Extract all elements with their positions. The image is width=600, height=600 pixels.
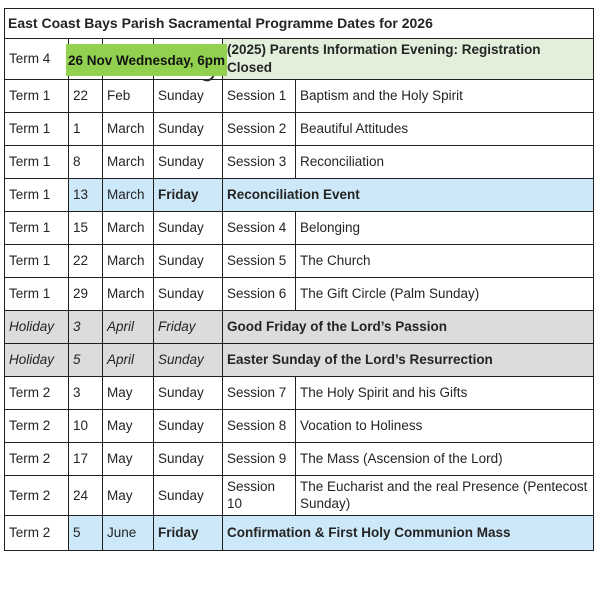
day-cell: 5: [69, 343, 103, 376]
table-row: [5, 145, 594, 178]
table-row: [5, 516, 594, 551]
day-cell: 8: [69, 145, 103, 178]
session-cell: Session 5: [223, 244, 296, 277]
weekday-cell: Sunday: [154, 244, 223, 277]
event-cell: Confirmation & First Holy Communion Mass: [223, 516, 594, 551]
table-row: [5, 244, 594, 277]
weekday-cell: Friday: [154, 178, 223, 211]
table-row: [5, 376, 594, 409]
day-cell: 24: [69, 475, 103, 516]
day-cell: 29: [69, 277, 103, 310]
day-cell: 17: [69, 442, 103, 475]
month-cell: May: [103, 376, 154, 409]
day-cell: 10: [69, 409, 103, 442]
term-cell: Term 1: [5, 244, 69, 277]
description-cell: Reconciliation: [296, 145, 594, 178]
description-cell: Vocation to Holiness: [296, 409, 594, 442]
session-cell: Session 10: [223, 475, 296, 516]
weekday-cell: Friday: [154, 310, 223, 343]
weekday-cell: Sunday: [154, 145, 223, 178]
session-cell: Session 7: [223, 376, 296, 409]
table-title: East Coast Bays Parish Sacramental Programme Dates for 2026: [5, 9, 594, 39]
description-cell: Belonging: [296, 211, 594, 244]
weekday-cell: Sunday: [154, 112, 223, 145]
session-cell: Session 2: [223, 112, 296, 145]
term-cell: Term 1: [5, 145, 69, 178]
weekday-cell: Sunday: [154, 211, 223, 244]
session-cell: Session 8: [223, 409, 296, 442]
table-row: [5, 310, 594, 343]
table-row: [5, 475, 594, 516]
month-cell: March: [103, 277, 154, 310]
month-cell: May: [103, 442, 154, 475]
term-cell: Term 1: [5, 112, 69, 145]
term-cell: Term 2: [5, 376, 69, 409]
description-cell: The Eucharist and the real Presence (Pentecost Sunday): [296, 475, 594, 516]
table-title-row: [5, 9, 594, 39]
programme-table-body: [5, 9, 594, 551]
session-cell: Session 4: [223, 211, 296, 244]
day-cell: 3: [69, 310, 103, 343]
table-row: [5, 211, 594, 244]
table-row: [5, 112, 594, 145]
day-cell: 15: [69, 211, 103, 244]
month-cell: March: [103, 112, 154, 145]
session-cell: Session 6: [223, 277, 296, 310]
term-cell: Term 1: [5, 211, 69, 244]
day-cell: 5: [69, 516, 103, 551]
month-cell: Feb: [103, 79, 154, 112]
session-cell: Session 9: [223, 442, 296, 475]
month-cell: April: [103, 343, 154, 376]
weekday-cell: Sunday: [154, 277, 223, 310]
table-row: [5, 409, 594, 442]
sacramental-programme-table: [4, 8, 594, 551]
month-cell: June: [103, 516, 154, 551]
month-cell: March: [103, 178, 154, 211]
day-cell: 22: [69, 244, 103, 277]
month-cell: April: [103, 310, 154, 343]
weekday-cell: Sunday: [154, 442, 223, 475]
term-cell: Term 2: [5, 442, 69, 475]
weekday-cell: Friday: [154, 516, 223, 551]
day-cell: 1: [69, 112, 103, 145]
day-cell: 22: [69, 79, 103, 112]
month-cell: March: [103, 211, 154, 244]
month-cell: May: [103, 409, 154, 442]
description-cell: The Gift Circle (Palm Sunday): [296, 277, 594, 310]
event-cell: (2025) Parents Information Evening: Registration Closed: [223, 39, 594, 80]
weekday-cell: Sunday: [154, 409, 223, 442]
term-cell: Term 2: [5, 516, 69, 551]
session-cell: Session 1: [223, 79, 296, 112]
month-cell: May: [103, 475, 154, 516]
description-cell: The Holy Spirit and his Gifts: [296, 376, 594, 409]
table-row: [5, 79, 594, 112]
table-row: [5, 442, 594, 475]
weekday-cell: Sunday: [154, 343, 223, 376]
description-cell: The Mass (Ascension of the Lord): [296, 442, 594, 475]
term-cell: Term 1: [5, 79, 69, 112]
date-sticker: 26 Nov Wednesday, 6pm: [66, 44, 227, 76]
day-cell: 13: [69, 178, 103, 211]
table-row: [5, 277, 594, 310]
term-cell: Term 1: [5, 178, 69, 211]
weekday-cell: Sunday: [154, 376, 223, 409]
term-cell: Term 4: [5, 39, 69, 80]
event-cell: Reconciliation Event: [223, 178, 594, 211]
term-cell: Holiday: [5, 343, 69, 376]
term-cell: Term 1: [5, 277, 69, 310]
weekday-cell: Sunday: [154, 79, 223, 112]
weekday-cell: Sunday: [154, 475, 223, 516]
session-cell: Session 3: [223, 145, 296, 178]
description-cell: The Church: [296, 244, 594, 277]
term-cell: Term 2: [5, 409, 69, 442]
table-row: [5, 178, 594, 211]
month-cell: March: [103, 145, 154, 178]
table-row: [5, 343, 594, 376]
term-cell: Term 2: [5, 475, 69, 516]
description-cell: Baptism and the Holy Spirit: [296, 79, 594, 112]
day-cell: 3: [69, 376, 103, 409]
event-cell: Easter Sunday of the Lord’s Resurrection: [223, 343, 594, 376]
term-cell: Holiday: [5, 310, 69, 343]
event-cell: Good Friday of the Lord’s Passion: [223, 310, 594, 343]
month-cell: March: [103, 244, 154, 277]
description-cell: Beautiful Attitudes: [296, 112, 594, 145]
